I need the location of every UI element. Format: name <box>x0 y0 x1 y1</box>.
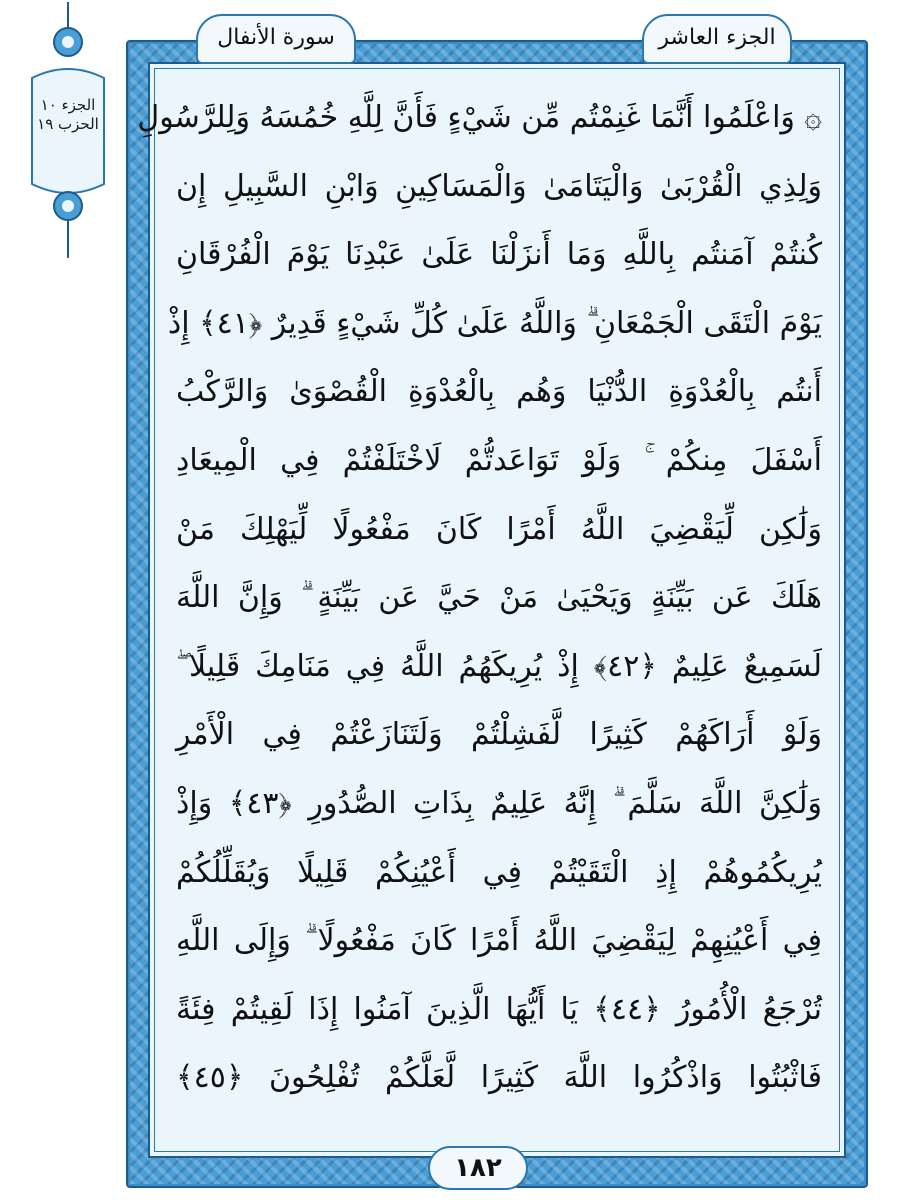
juz-name: الجزء العاشر <box>658 25 776 50</box>
juz-name-tab <box>642 14 792 64</box>
juz-number-label: الجزء ١٠ <box>40 96 96 114</box>
verse-line: وَلَوْ أَرَاكَهُمْ كَثِيرًا لَّفَشِلْتُمْ وَلَتَنَازَعْتُمْ فِي الْأَمْرِ <box>176 717 822 753</box>
verse-line: وَلَٰكِنَّ اللَّهَ سَلَّمَ ۗ إِنَّهُ عَلِيمٌ بِذَاتِ الصُّدُورِ ﴿٤٣﴾ وَإِذْ <box>176 785 822 821</box>
verse-line: وَلَٰكِن لِّيَقْضِيَ اللَّهُ أَمْرًا كَانَ مَفْعُولًا لِّيَهْلِكَ مَنْ <box>176 511 822 547</box>
verse-line: تُرْجَعُ الْأُمُورُ ﴿٤٤﴾ يَا أَيُّهَا الَّذِينَ آمَنُوا إِذَا لَقِيتُمْ فِئَةً <box>176 991 822 1027</box>
verse-line: يَوْمَ الْتَقَى الْجَمْعَانِ ۗ وَاللَّهُ عَلَىٰ كُلِّ شَيْءٍ قَدِيرٌ ﴿٤١﴾ إِذْ <box>167 305 822 341</box>
verse-line: لَسَمِيعٌ عَلِيمٌ ﴿٤٢﴾ إِذْ يُرِيكَهُمُ اللَّهُ فِي مَنَامِكَ قَلِيلًا ۖ <box>176 648 822 684</box>
surah-name-tab <box>196 14 356 64</box>
verse-line: فَاثْبُتُوا وَاذْكُرُوا اللَّهَ كَثِيرًا لَّعَلَّكُمْ تُفْلِحُونَ ﴿٤٥﴾ <box>176 1060 822 1096</box>
page-number: ١٨٢ <box>428 1146 528 1190</box>
hizb-label-block <box>22 96 114 134</box>
verse-line: كُنتُمْ آمَنتُم بِاللَّهِ وَمَا أَنزَلْنَا عَلَىٰ عَبْدِنَا يَوْمَ الْفُرْقَانِ <box>176 237 822 273</box>
verse-line: أَسْفَلَ مِنكُمْ ۚ وَلَوْ تَوَاعَدتُّمْ لَاخْتَلَفْتُمْ فِي الْمِيعَادِ <box>176 442 822 478</box>
verse-line: هَلَكَ عَن بَيِّنَةٍ وَيَحْيَىٰ مَنْ حَيَّ عَن بَيِّنَةٍ ۗ وَإِنَّ اللَّهَ <box>176 580 822 616</box>
verse-text <box>137 84 822 1113</box>
verse-line: ۞ وَاعْلَمُوا أَنَّمَا غَنِمْتُم مِّن شَيْءٍ فَأَنَّ لِلَّهِ خُمُسَهُ وَلِلرَّسُولِ <box>137 100 822 135</box>
verse-line: أَنتُم بِالْعُدْوَةِ الدُّنْيَا وَهُم بِالْعُدْوَةِ الْقُصْوَىٰ وَالرَّكْبُ <box>176 374 822 410</box>
verse-line: فِي أَعْيُنِهِمْ لِيَقْضِيَ اللَّهُ أَمْرًا كَانَ مَفْعُولًا ۗ وَإِلَى اللَّهِ <box>176 923 822 959</box>
hizb-marker <box>22 0 114 262</box>
hizb-number-label: الحزب ١٩ <box>37 115 99 133</box>
verse-line: يُرِيكُمُوهُمْ إِذِ الْتَقَيْتُمْ فِي أَعْيُنِكُمْ قَلِيلًا وَيُقَلِّلُكُمْ <box>176 854 822 890</box>
verse-line: وَلِذِي الْقُرْبَىٰ وَالْيَتَامَىٰ وَالْمَسَاكِينِ وَابْنِ السَّبِيلِ إِن <box>176 168 822 204</box>
surah-name: سورة الأنفال <box>217 25 335 50</box>
